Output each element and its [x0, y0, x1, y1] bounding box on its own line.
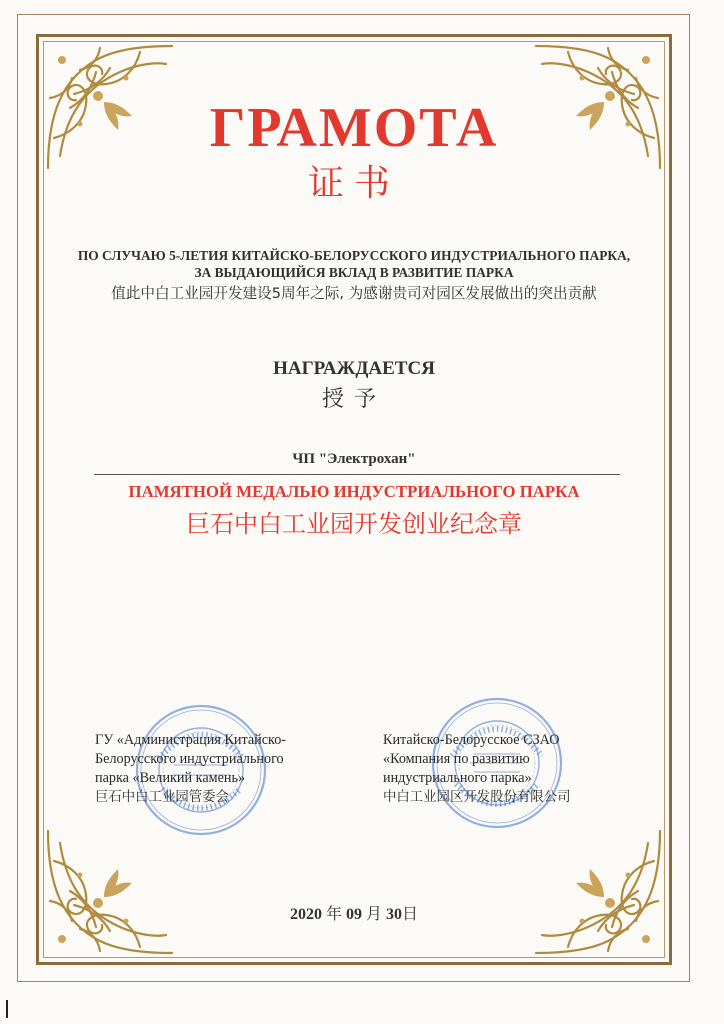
ornamental-corner-icon: [528, 821, 668, 961]
occasion-russian-line: ЗА ВЫДАЮЩИЙСЯ ВКЛАД В РАЗВИТИЕ ПАРКА: [194, 265, 514, 280]
date-day-char: 日: [402, 904, 419, 923]
awarded-chinese: 授予: [321, 387, 386, 412]
medal-chinese: 巨石中白工业园开发创业纪念章: [186, 510, 522, 538]
issuer-line: ГУ «Администрация Китайско-: [95, 732, 287, 748]
recipient-name: ЧП "Электрохан": [292, 451, 416, 467]
title-russian: ГРАМОТА: [209, 97, 499, 159]
issuer-line: Белорусского индустриального: [95, 751, 284, 767]
issuer-line-chinese: 巨石中白工业园管委会: [95, 790, 229, 805]
ornamental-corner-icon: [40, 821, 180, 961]
issuer-line: Китайско-Белорусское СЗАО: [383, 732, 560, 748]
medal-russian: ПАМЯТНОЙ МЕДАЛЬЮ ИНДУСТРИАЛЬНОГО ПАРКА: [128, 482, 580, 501]
date-year: 2020: [289, 906, 322, 923]
issuer-administration: [95, 731, 350, 808]
title-chinese: 证书: [307, 163, 400, 204]
issuer-line: «Компания по развитию: [383, 751, 530, 767]
issue-date: [40, 903, 668, 926]
awarded-russian: НАГРАЖДАЕТСЯ: [273, 358, 435, 379]
date-day: 30: [386, 906, 402, 923]
issuer-line: индустриального парка»: [383, 770, 532, 786]
scan-edge-mark: [6, 1000, 8, 1018]
recipient-underline: [94, 474, 620, 475]
issuer-company: [383, 731, 648, 808]
occasion-chinese: 值此中白工业园开发建设5周年之际, 为感谢贵司对园区发展做出的突出贡献: [111, 285, 597, 302]
date-month: 09: [345, 906, 362, 923]
date-month-char: 月: [365, 904, 382, 923]
occasion-russian-line: ПО СЛУЧАЮ 5-ЛЕТИЯ КИТАЙСКО-БЕЛОРУССКОГО ИНДУСТРИАЛЬНОГО ПАРКА,: [77, 248, 631, 263]
issuer-line-chinese: 中白工业园区开发股份有限公司: [383, 790, 571, 805]
date-year-char: 年: [325, 904, 342, 923]
issuer-line: парка «Великий камень»: [95, 770, 246, 786]
occasion-russian: [40, 247, 668, 281]
